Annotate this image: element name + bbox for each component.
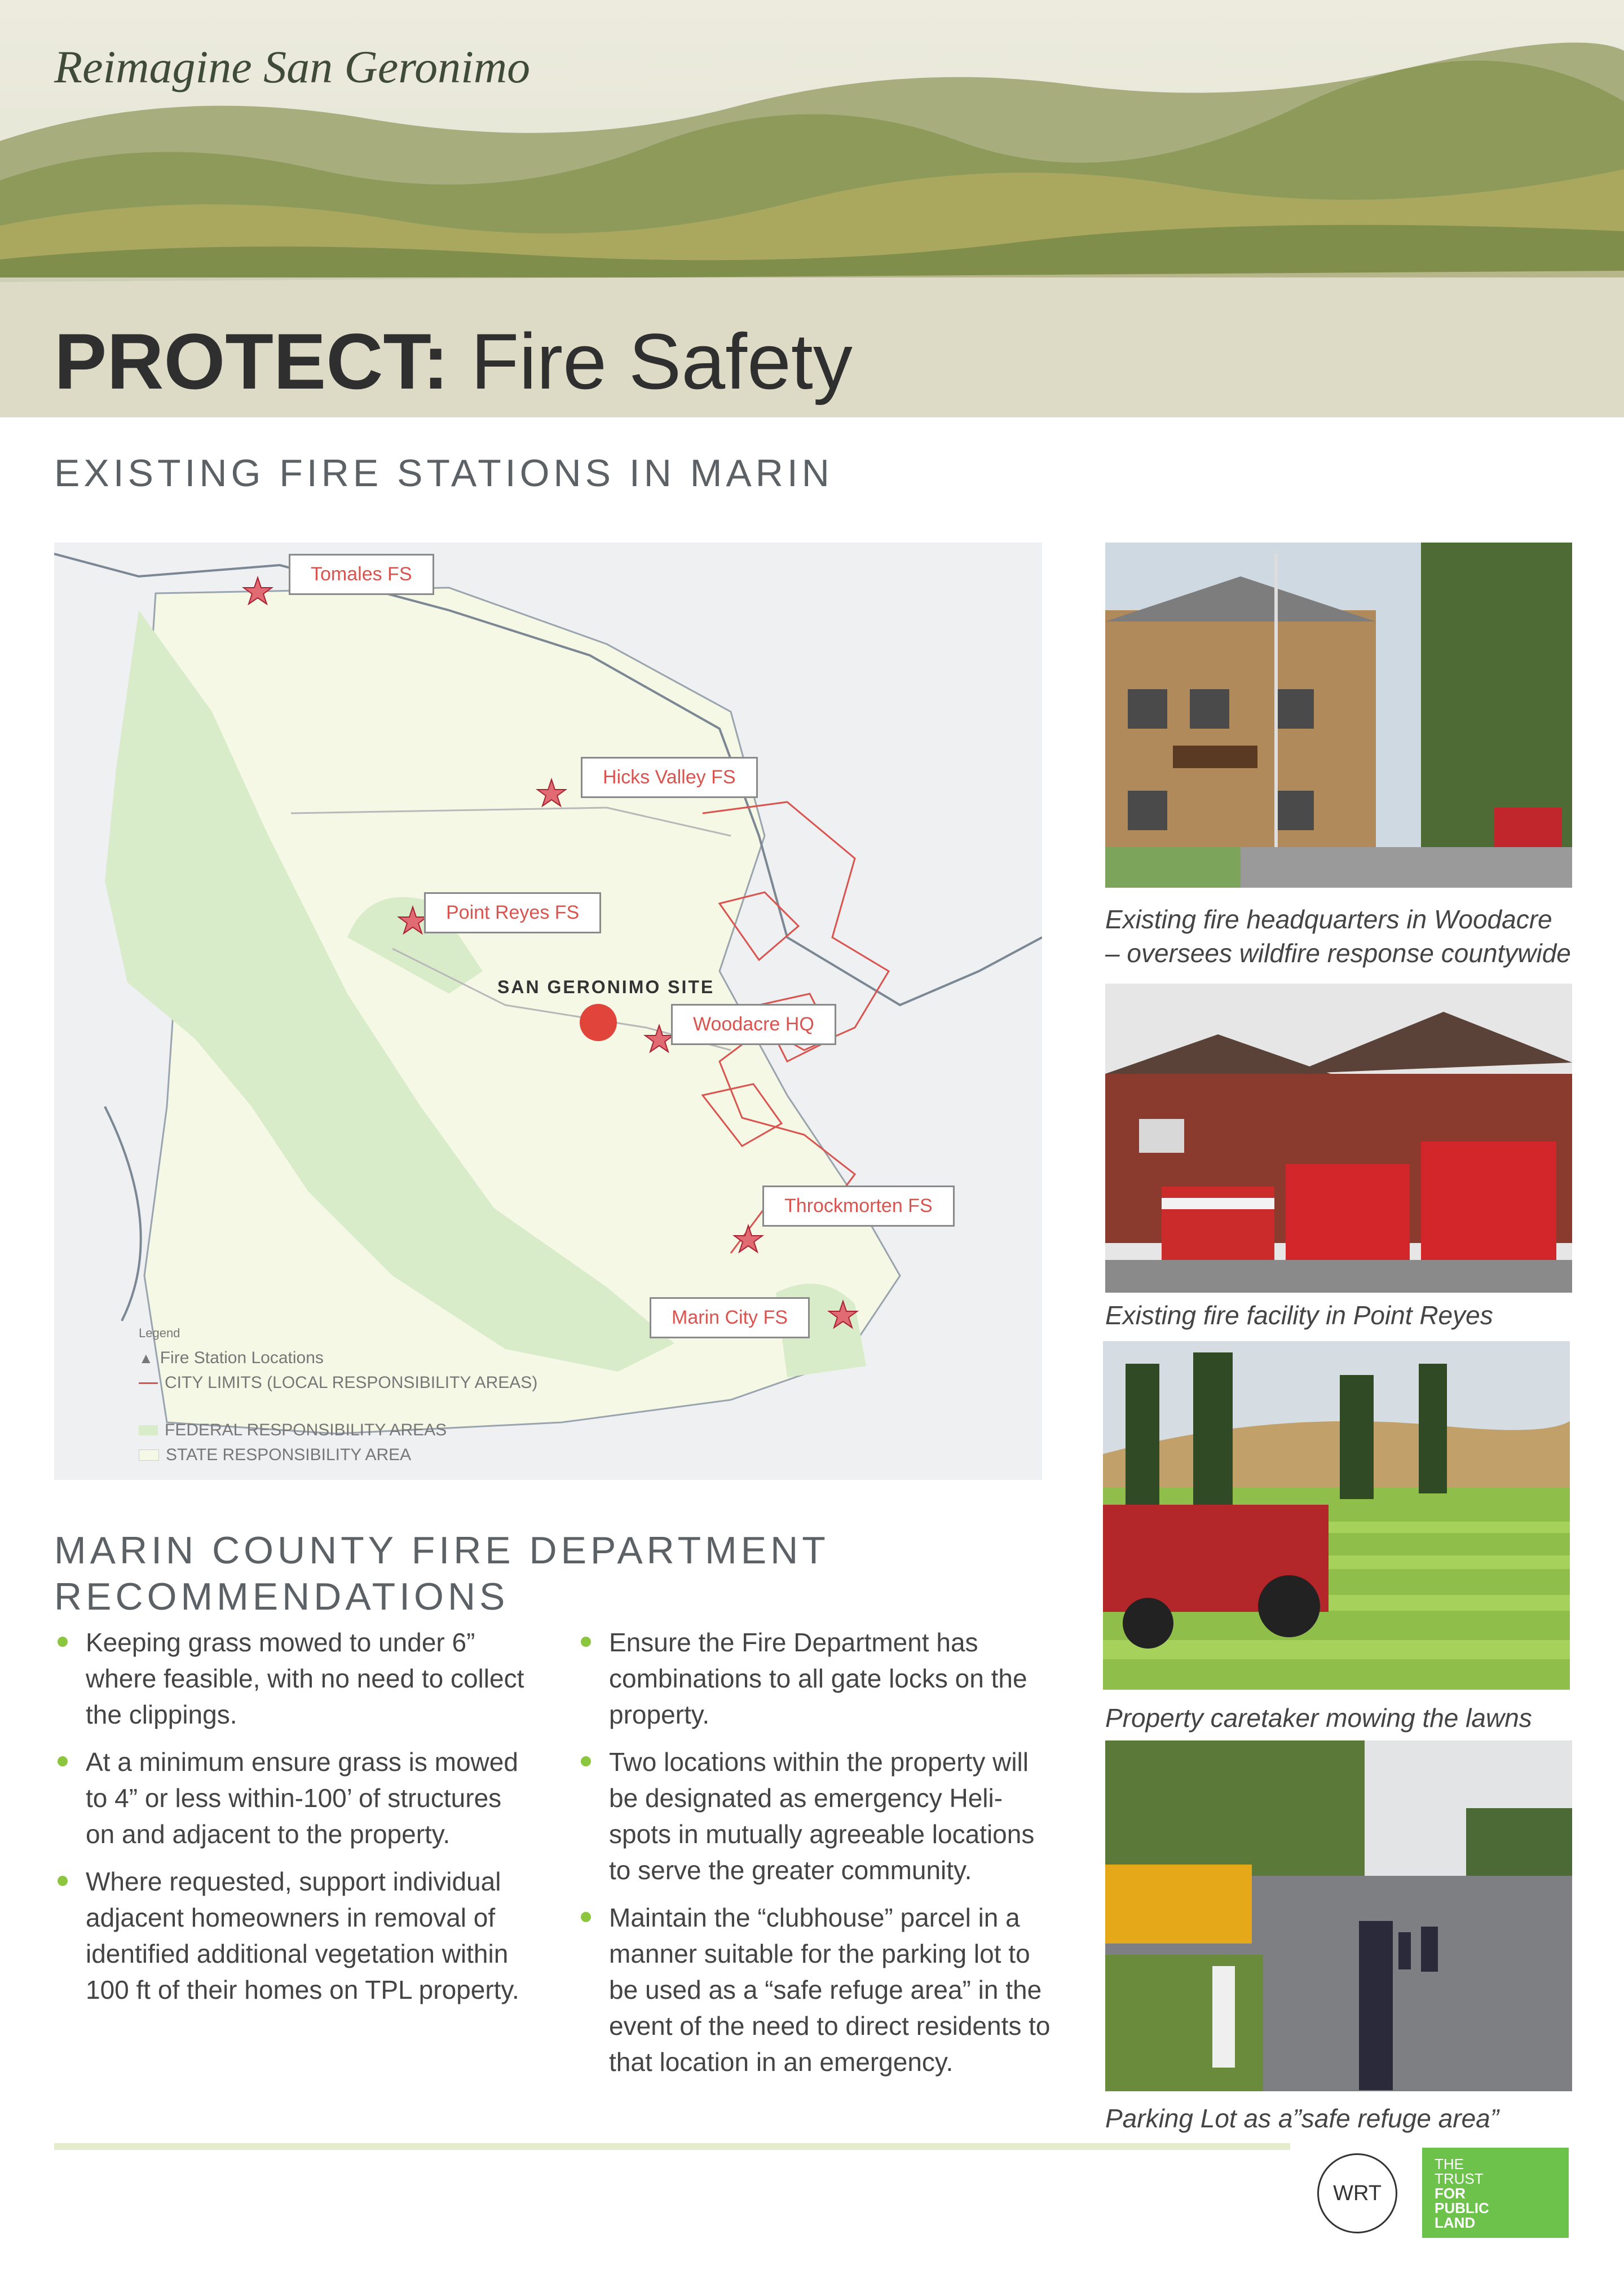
caption-woodacre xyxy=(1105,902,1571,970)
caption-woodacre-line1: Existing fire headquarters in Woodacre xyxy=(1105,905,1552,934)
page-title-rest: Fire Safety xyxy=(449,317,853,406)
recommendations-right-list xyxy=(577,1624,1051,2091)
legend-federal: FEDERAL RESPONSIBILITY AREAS xyxy=(165,1421,447,1439)
tpl-line-5: LAND xyxy=(1435,2214,1476,2231)
legend-state: STATE RESPONSIBILITY AREA xyxy=(166,1446,412,1464)
caption-mowing: Property caretaker mowing the lawns xyxy=(1105,1703,1532,1733)
label-woodacre-hq: Woodacre HQ xyxy=(671,1004,836,1045)
wrt-logo-text: WRT xyxy=(1333,2181,1382,2205)
list-item: Maintain the “clubhouse” parcel in a manner suitable for the parking lot to be used as a “safe refuge area” in the event of the need to direct residents to that location in an emergency. xyxy=(577,1900,1051,2080)
label-marin-city-fs: Marin City FS xyxy=(650,1297,810,1338)
san-geronimo-site-label: SAN GERONIMO SITE xyxy=(497,977,715,997)
footer-divider xyxy=(54,2143,1290,2150)
recommendations-heading-line1: MARIN COUNTY FIRE DEPARTMENT xyxy=(54,1529,829,1572)
legend-city-limits: CITY LIMITS (LOCAL RESPONSIBILITY AREAS) xyxy=(165,1373,538,1392)
recommendations-left-list xyxy=(54,1624,533,2019)
recommendations-heading xyxy=(54,1527,900,1620)
list-item: Ensure the Fire Department has combinations to all gate locks on the property. xyxy=(577,1624,1051,1733)
wrt-logo xyxy=(1317,2153,1397,2233)
page-title xyxy=(54,316,853,407)
caption-point-reyes: Existing fire facility in Point Reyes xyxy=(1105,1301,1493,1330)
state-swatch xyxy=(139,1449,159,1461)
san-geronimo-site-marker xyxy=(580,1004,617,1041)
tpl-line-2: TRUST xyxy=(1435,2170,1484,2187)
trust-for-public-land-logo xyxy=(1422,2148,1569,2238)
tpl-line-1: THE xyxy=(1435,2156,1464,2172)
photo-parking-lot xyxy=(1105,1740,1572,2091)
recommendations-heading-line2: RECOMMENDATIONS xyxy=(54,1575,509,1618)
legend-title: Legend xyxy=(139,1326,180,1340)
map-legend xyxy=(139,1321,537,1467)
list-item: Two locations within the property will be designated as emergency Heli-spots in mutually agreeable locations to serve the greater community. xyxy=(577,1744,1051,1888)
label-point-reyes-fs: Point Reyes FS xyxy=(424,892,601,933)
label-throckmorten-fs: Throckmorten FS xyxy=(762,1186,955,1227)
photo-woodacre-headquarters xyxy=(1105,543,1572,888)
list-item: At a minimum ensure grass is mowed to 4” or less within-100’ of structures on and adjacent to the property. xyxy=(54,1744,533,1852)
photo-caretaker-mowing xyxy=(1103,1341,1570,1690)
photo-point-reyes-facility xyxy=(1105,984,1572,1293)
caption-woodacre-line2: – oversees wildfire response countywide xyxy=(1105,938,1571,968)
list-item: Where requested, support individual adjacent homeowners in removal of identified additional vegetation within 100 ft of their homes on TPL property. xyxy=(54,1863,533,2008)
tpl-line-4: PUBLIC xyxy=(1435,2200,1489,2216)
tpl-line-3: FOR xyxy=(1435,2185,1466,2202)
federal-swatch xyxy=(139,1425,158,1435)
fire-station-icon: ▲ xyxy=(139,1350,153,1367)
fire-stations-map xyxy=(54,543,1042,1480)
label-hicks-valley-fs: Hicks Valley FS xyxy=(581,757,758,798)
label-tomales-fs: Tomales FS xyxy=(289,554,434,595)
city-limits-swatch xyxy=(139,1382,158,1384)
list-item: Keeping grass mowed to under 6” where feasible, with no need to collect the clippings. xyxy=(54,1624,533,1733)
page-title-bold: PROTECT: xyxy=(54,317,449,406)
caption-parking-lot: Parking Lot as a”safe refuge area” xyxy=(1105,2104,1499,2133)
legend-stations: Fire Station Locations xyxy=(160,1348,324,1367)
stations-heading: EXISTING FIRE STATIONS IN MARIN xyxy=(54,452,833,495)
brand-title: Reimagine San Geronimo xyxy=(54,41,531,92)
